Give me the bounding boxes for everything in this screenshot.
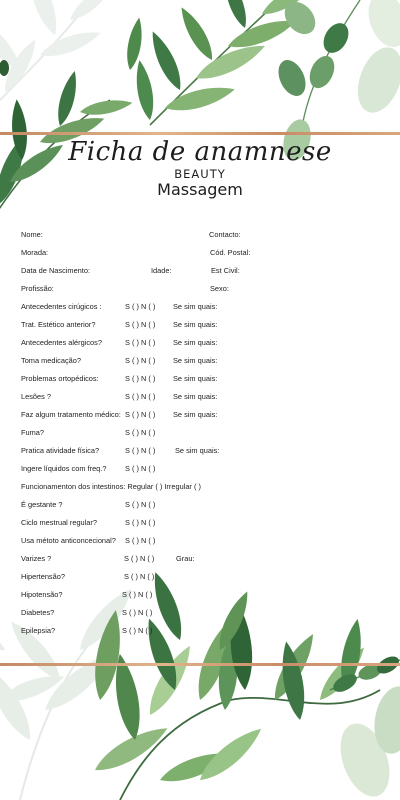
field-idade: Idade:: [151, 266, 172, 275]
question-extra: Se sim quais:: [175, 446, 220, 455]
question-options: S ( ) N ( ): [125, 302, 156, 311]
field-morada: Morada:: [21, 248, 49, 257]
question-extra: Se sim quais:: [173, 356, 218, 365]
question-label: Diabetes?: [21, 608, 55, 617]
question-label: Toma medicação?: [21, 356, 81, 365]
question-options: S ( ) N ( ): [124, 572, 155, 581]
question-options: S ( ) N ( ): [125, 428, 156, 437]
bottom-divider-line: [0, 663, 400, 666]
field-data-nascimento: Data de Nascimento:: [21, 266, 91, 275]
question-extra: Grau:: [176, 554, 195, 563]
field-sexo: Sexo:: [210, 284, 229, 293]
question-label: Problemas ortopédicos:: [21, 374, 99, 383]
question-label: É gestante ?: [21, 500, 63, 509]
page-title: Massagem: [157, 180, 243, 199]
question-extra: Se sim quais:: [173, 302, 218, 311]
brand-subtitle: BEAUTY: [174, 167, 226, 181]
question-label: Epilepsia?: [21, 626, 56, 635]
field-contacto: Contacto:: [209, 230, 241, 239]
question-label: Pratica atividade física?: [21, 446, 100, 455]
question-label: Ciclo mestrual regular?: [21, 518, 97, 527]
question-extra: Se sim quais:: [173, 338, 218, 347]
question-label: Trat. Estético anterior?: [21, 320, 96, 329]
question-options: S ( ) N ( ): [122, 608, 153, 617]
field-nome: Nome:: [21, 230, 43, 239]
field-est-civil: Est Civil:: [211, 266, 240, 275]
question-options: S ( ) N ( ): [122, 626, 153, 635]
question-options: S ( ) N ( ): [125, 536, 156, 545]
question-label: Fuma?: [21, 428, 45, 437]
question-extra: Se sim quais:: [173, 374, 218, 383]
field-cod-postal: Cód. Postal:: [210, 248, 251, 257]
question-extra: Se sim quais:: [173, 392, 218, 401]
question-label: Ingere líquidos com freq.?: [21, 464, 107, 473]
top-divider-line: [0, 132, 400, 135]
question-options: S ( ) N ( ): [124, 554, 155, 563]
question-label: Lesões ?: [21, 392, 51, 401]
question-label: Varizes ?: [21, 554, 52, 563]
question-label: Funcionamenton dos intestinos: Regular ( ) Irregular ( ): [21, 482, 201, 491]
question-options: S ( ) N ( ): [125, 446, 156, 455]
question-label: Hipotensão?: [21, 590, 63, 599]
leaf-branch-icon: [0, 0, 118, 110]
question-options: S ( ) N ( ): [125, 392, 156, 401]
question-options: S ( ) N ( ): [125, 518, 156, 527]
field-profissao: Profissão:: [21, 284, 54, 293]
question-options: S ( ) N ( ): [125, 320, 156, 329]
question-extra: Se sim quais:: [173, 410, 218, 419]
question-options: S ( ) N ( ): [125, 464, 156, 473]
script-title: Ficha de anamnese: [68, 137, 332, 167]
question-options: S ( ) N ( ): [125, 338, 156, 347]
question-extra: Se sim quais:: [173, 320, 218, 329]
question-label: Usa métoto anticoncecional?: [21, 536, 116, 545]
question-options: S ( ) N ( ): [125, 356, 156, 365]
question-label: Faz algum tratamento médico:: [21, 410, 121, 419]
question-label: Antecedentes alérgicos?: [21, 338, 102, 347]
question-options: S ( ) N ( ): [125, 374, 156, 383]
question-options: S ( ) N ( ): [125, 500, 156, 509]
question-label: Antecedentes cirúgicos :: [21, 302, 102, 311]
question-options: S ( ) N ( ): [125, 410, 156, 419]
question-options: S ( ) N ( ): [122, 590, 153, 599]
question-label: Hipertensão?: [21, 572, 65, 581]
